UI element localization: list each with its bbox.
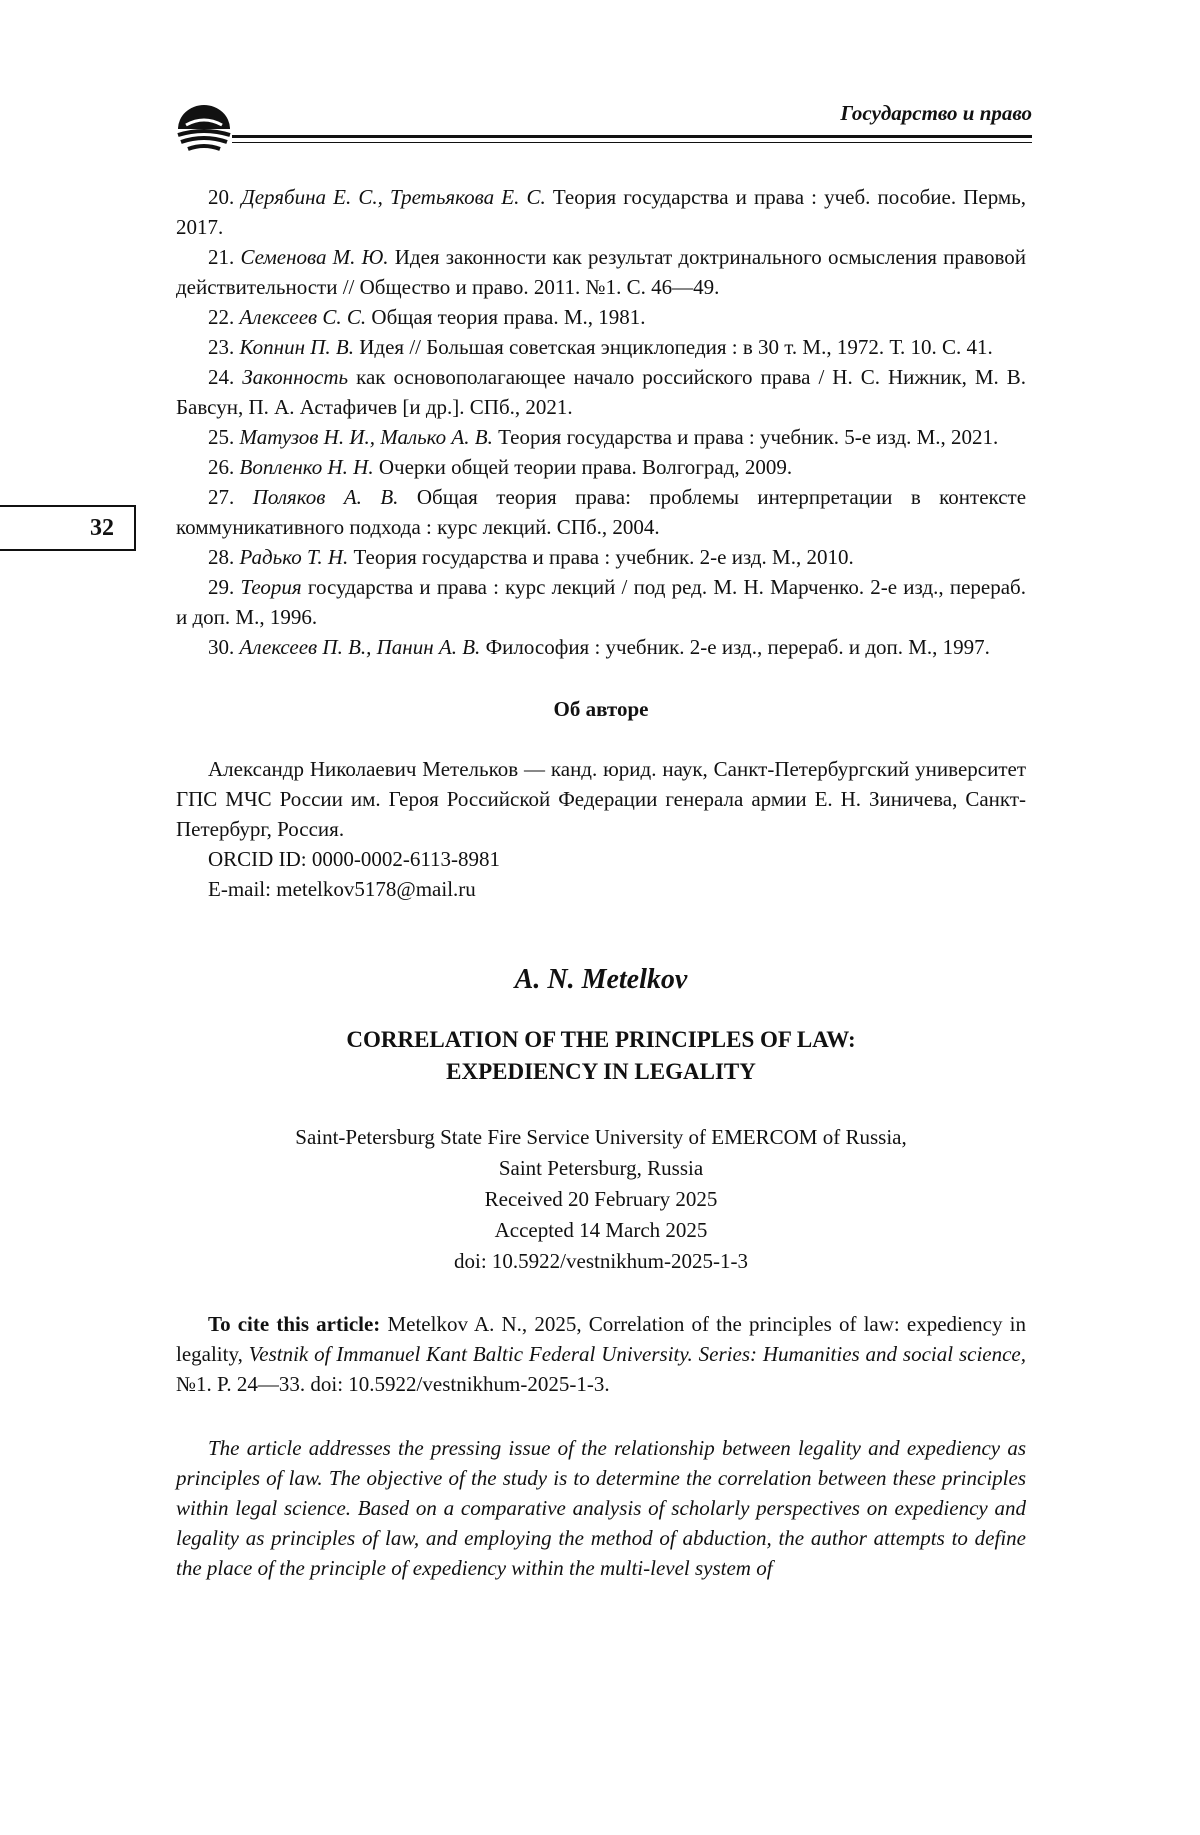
- reference-author: Алексеев С. С.: [239, 305, 367, 329]
- reference-item: [176, 332, 1026, 362]
- reference-item: [176, 542, 1026, 572]
- page-number: 32: [0, 505, 136, 551]
- reference-author: Алексеев П. В., Панин А. В.: [239, 635, 481, 659]
- reference-number: 28.: [208, 545, 235, 569]
- abstract: The article addresses the pressing issue of the relationship between legality and expediency as principles of law. The objective of the study is to determine the correlation between these principles within legal science. Based on a comparative analysis of scholarly perspectives on expediency and legality as principles of law, and employing the method of abduction, the author attempts to define the place of the principle of expediency within the multi-level system of: [176, 1436, 1026, 1580]
- reference-number: 21.: [208, 245, 235, 269]
- reference-number: 23.: [208, 335, 235, 359]
- about-author-heading: Об авторе: [553, 697, 649, 721]
- reference-text: Идея // Большая советская энциклопедия : в 30 т. М., 1972. Т. 10. С. 41.: [359, 335, 993, 359]
- reference-text: Теория государства и права : учебник. 2-е изд. М., 2010.: [353, 545, 854, 569]
- reference-item: [176, 422, 1026, 452]
- reference-text: Общая теория права. М., 1981.: [371, 305, 646, 329]
- reference-author: Матузов Н. И., Малько А. В.: [239, 425, 493, 449]
- reference-number: 22.: [208, 305, 235, 329]
- header-rule-thin: [232, 142, 1032, 143]
- english-author: A. N. Metelkov: [514, 964, 688, 995]
- reference-author: Законность: [242, 365, 349, 389]
- article-doi: doi: 10.5922/vestnikhum-2025-1-3: [454, 1249, 748, 1273]
- english-affiliation-block: [176, 1122, 1026, 1277]
- accepted-date: Accepted 14 March 2025: [494, 1218, 708, 1242]
- reference-text: Теория государства и права : учеб. пособие. Пермь, 2017.: [176, 185, 1027, 239]
- header-rule-thick: [232, 135, 1032, 138]
- author-bio: Александр Николаевич Метельков — канд. юрид. наук, Санкт-Петербургский университет ГПС МЧС России им. Героя Российской Федерации генерала армии Е. Н. Зиничева, Санкт-Петербург, Россия.: [176, 757, 1026, 841]
- reference-number: 24.: [208, 365, 235, 389]
- reference-author: Вопленко Н. Н.: [239, 455, 374, 479]
- reference-list: [176, 182, 1026, 662]
- reference-item: [176, 182, 1026, 242]
- reference-text: Идея законности как результат доктринального осмысления правовой действительности // Общество и право. 2011. №1. С. 46—49.: [176, 245, 1026, 299]
- reference-author: Теория: [240, 575, 302, 599]
- reference-number: 30.: [208, 635, 235, 659]
- page-header: [172, 95, 1032, 155]
- reference-text: Очерки общей теории права. Волгоград, 2009.: [378, 455, 793, 479]
- author-orcid: ORCID ID: 0000-0002-6113-8981: [208, 847, 501, 871]
- reference-item: [176, 572, 1026, 632]
- reference-number: 25.: [208, 425, 235, 449]
- reference-author: Семенова М. Ю.: [240, 245, 389, 269]
- affiliation-line: Saint-Petersburg State Fire Service University of EMERCOM of Russia,: [295, 1125, 907, 1149]
- reference-item: [176, 362, 1026, 422]
- reference-author: Копнин П. В.: [239, 335, 354, 359]
- reference-item: [176, 482, 1026, 542]
- journal-title: Государство и право: [840, 101, 1032, 125]
- reference-number: 27.: [208, 485, 235, 509]
- reference-author: Поляков А. В.: [252, 485, 399, 509]
- english-title-line: EXPEDIENCY IN LEGALITY: [446, 1059, 756, 1084]
- reference-item: [176, 632, 1026, 662]
- reference-item: [176, 242, 1026, 302]
- reference-number: 20.: [208, 185, 235, 209]
- citation-label: To cite this article:: [208, 1312, 381, 1336]
- citation-journal: Vestnik of Immanuel Kant Baltic Federal University. Series: Humanities and social science,: [248, 1342, 1026, 1366]
- reference-number: 29.: [208, 575, 235, 599]
- reference-text: Теория государства и права : учебник. 5-е изд. М., 2021.: [498, 425, 999, 449]
- reference-text: как основополагающее начало российского права / Н. С. Нижник, М. В. Бавсун, П. А. Астафичев [и др.]. СПб., 2021.: [176, 365, 1026, 419]
- about-author-section: [176, 694, 1026, 904]
- affiliation-line: Saint Petersburg, Russia: [498, 1156, 704, 1180]
- page-content: [176, 182, 1026, 1583]
- reference-author: Радько Т. Н.: [239, 545, 349, 569]
- citation-text: Metelkov A. N., 2025, Correlation of the principles of law: expediency in legality,: [176, 1312, 1026, 1366]
- reference-text: Философия : учебник. 2-е изд., перераб. и доп. М., 1997.: [485, 635, 990, 659]
- reference-text: государства и права : курс лекций / под ред. М. Н. Марченко. 2-е изд., перераб. и доп. М., 1996.: [176, 575, 1026, 629]
- english-title: [176, 1024, 1026, 1088]
- journal-logo-icon: [172, 103, 236, 155]
- reference-author: Дерябина Е. С., Третьякова Е. С.: [241, 185, 546, 209]
- reference-item: [176, 302, 1026, 332]
- reference-number: 26.: [208, 455, 235, 479]
- received-date: Received 20 February 2025: [484, 1187, 718, 1211]
- reference-text: Общая теория права: проблемы интерпретации в контексте коммуникативного подхода : курс лекций. СПб., 2004.: [176, 485, 1027, 539]
- author-email: E-mail: metelkov5178@mail.ru: [208, 877, 476, 901]
- citation-block: [176, 1309, 1026, 1399]
- reference-item: [176, 452, 1026, 482]
- citation-text: №1. P. 24—33. doi: 10.5922/vestnikhum-2025-1-3.: [176, 1372, 610, 1396]
- english-title-line: CORRELATION OF THE PRINCIPLES OF LAW:: [346, 1027, 856, 1052]
